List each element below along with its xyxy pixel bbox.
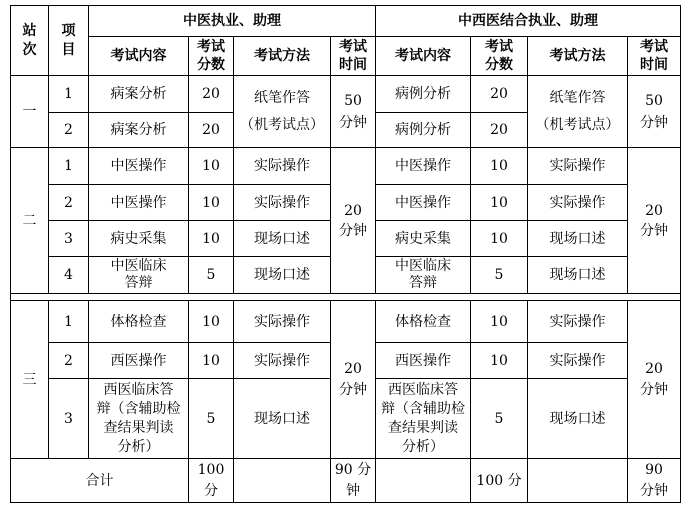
s3-r2-zy-score: 10 (189, 343, 234, 379)
total-zy-time: 90 分 钟 (331, 459, 376, 503)
s3-r2-zxy-method: 实际操作 (528, 343, 628, 379)
s2-r4-zy-content: 中医临床 答辩 (89, 257, 189, 294)
s1-row-1 (11, 76, 681, 113)
s3-r1-zy-score: 10 (189, 301, 234, 343)
header-row-2 (11, 37, 681, 76)
s3-r1-zxy-method: 实际操作 (528, 301, 628, 343)
s3-r2-item: 2 (49, 343, 89, 379)
s3-r3-zy-score: 5 (189, 379, 234, 459)
s2-r1-item: 1 (49, 148, 89, 185)
s1-zxy-method: 纸笔作答 （机考试点） (528, 76, 628, 148)
s1-r2-zxy-score: 20 (471, 113, 528, 148)
s2-r3-item: 3 (49, 221, 89, 257)
s1-r1-item: 1 (49, 76, 89, 113)
s3-r3-zy-content: 西医临床答 辩（含辅助检 查结果判读 分析） (89, 379, 189, 459)
s2-r2-zxy-content: 中医操作 (376, 185, 471, 221)
total-zxy-score: 100 分 (471, 459, 528, 503)
zy-time-header: 考试 时间 (331, 37, 376, 76)
s1-r2-zy-score: 20 (189, 113, 234, 148)
s3-r2-zy-content: 西医操作 (89, 343, 189, 379)
s1-r2-zy-content: 病案分析 (89, 113, 189, 148)
s2-r4-zxy-method: 现场口述 (528, 257, 628, 294)
s2-r4-zy-method: 现场口述 (234, 257, 331, 294)
total-zxy-time: 90 分钟 (628, 459, 681, 503)
s1-r1-zxy-content: 病例分析 (376, 76, 471, 113)
total-label: 合计 (11, 459, 189, 503)
s1-r2-item: 2 (49, 113, 89, 148)
s2-r4-item: 4 (49, 257, 89, 294)
s3-r3-zxy-content: 西医临床答 辩（含辅助检 查结果判读 分析） (376, 379, 471, 459)
s2-zxy-time: 20 分钟 (628, 148, 681, 294)
s2-zy-time: 20 分钟 (331, 148, 376, 294)
s3-r1-zy-method: 实际操作 (234, 301, 331, 343)
s2-r3-zxy-content: 病史采集 (376, 221, 471, 257)
s1-r2-zxy-content: 病例分析 (376, 113, 471, 148)
s2-r1-zxy-method: 实际操作 (528, 148, 628, 185)
s2-r2-item: 2 (49, 185, 89, 221)
total-zxy-method-empty (528, 459, 628, 503)
s2-r3-zy-method: 现场口述 (234, 221, 331, 257)
s2-r3-zy-content: 病史采集 (89, 221, 189, 257)
s3-r1-item: 1 (49, 301, 89, 343)
zy-score-header: 考试 分数 (189, 37, 234, 76)
s2-r1-zxy-score: 10 (471, 148, 528, 185)
section-divider-row (11, 294, 681, 301)
s2-r1-zy-score: 10 (189, 148, 234, 185)
s2-r4-zxy-content: 中医临床 答辩 (376, 257, 471, 294)
zy-method-header: 考试方法 (234, 37, 331, 76)
s2-r2-zxy-method: 实际操作 (528, 185, 628, 221)
s3-r3-zxy-method: 现场口述 (528, 379, 628, 459)
s3-r3-zxy-score: 5 (471, 379, 528, 459)
s2-r3-zxy-method: 现场口述 (528, 221, 628, 257)
s2-r2-zy-score: 10 (189, 185, 234, 221)
zxy-time-header: 考试 时间 (628, 37, 681, 76)
zy-group-header: 中医执业、助理 (89, 6, 376, 37)
zxy-method-header: 考试方法 (528, 37, 628, 76)
station-1-label: 一 (11, 76, 49, 148)
s3-zxy-time: 20 分钟 (628, 301, 681, 459)
s1-r1-zy-score: 20 (189, 76, 234, 113)
s2-r1-zy-content: 中医操作 (89, 148, 189, 185)
s3-r3-item: 3 (49, 379, 89, 459)
s2-r1-zxy-content: 中医操作 (376, 148, 471, 185)
s3-zy-time: 20 分钟 (331, 301, 376, 459)
s3-r3-zy-method: 现场口述 (234, 379, 331, 459)
s1-r1-zy-content: 病案分析 (89, 76, 189, 113)
s2-r3-zy-score: 10 (189, 221, 234, 257)
s1-zy-time: 50 分钟 (331, 76, 376, 148)
s2-row-1 (11, 148, 681, 185)
item-header: 项 目 (49, 6, 89, 76)
zxy-content-header: 考试内容 (376, 37, 471, 76)
station-header: 站 次 (11, 6, 49, 76)
total-row (11, 459, 681, 503)
s3-r1-zy-content: 体格检查 (89, 301, 189, 343)
s2-r3-zxy-score: 10 (471, 221, 528, 257)
zxy-score-header: 考试 分数 (471, 37, 528, 76)
zy-content-header: 考试内容 (89, 37, 189, 76)
s3-r2-zxy-content: 西医操作 (376, 343, 471, 379)
s1-r1-zxy-score: 20 (471, 76, 528, 113)
s2-r2-zxy-score: 10 (471, 185, 528, 221)
s2-r1-zy-method: 实际操作 (234, 148, 331, 185)
section-divider (11, 294, 681, 301)
station-2-label: 二 (11, 148, 49, 294)
total-zy-score: 100 分 (189, 459, 234, 503)
s1-zy-method: 纸笔作答 （机考试点） (234, 76, 331, 148)
total-zxy-content-empty (376, 459, 471, 503)
s1-zxy-time: 50 分钟 (628, 76, 681, 148)
s3-r1-zxy-content: 体格检查 (376, 301, 471, 343)
s2-r2-zy-method: 实际操作 (234, 185, 331, 221)
s2-r4-zxy-score: 5 (471, 257, 528, 294)
s2-r4-zy-score: 5 (189, 257, 234, 294)
s3-r1-zxy-score: 10 (471, 301, 528, 343)
s2-r2-zy-content: 中医操作 (89, 185, 189, 221)
zxy-group-header: 中西医结合执业、助理 (376, 6, 681, 37)
exam-schedule-table (10, 5, 681, 503)
total-zy-method-empty (234, 459, 331, 503)
s3-r2-zy-method: 实际操作 (234, 343, 331, 379)
s3-r2-zxy-score: 10 (471, 343, 528, 379)
header-row-1 (11, 6, 681, 37)
s3-row-1 (11, 301, 681, 343)
station-3-label: 三 (11, 301, 49, 459)
